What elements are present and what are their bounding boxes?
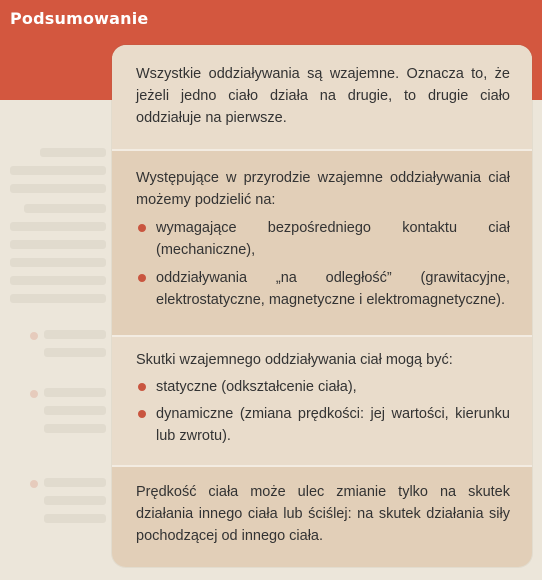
summary-text-1: Wszystkie oddziaływania są wzajemne. Oznacza to, że jeżeli jedno ciało działa na drugie, to drugie ciało oddziałuje na pierwsze. xyxy=(136,66,510,126)
list-item-text: dynamiczne (zmiana prędkości: jej wartości, kierunku lub zwrotu). xyxy=(156,406,510,444)
summary-section-4 xyxy=(112,467,532,567)
summary-section-3 xyxy=(112,337,532,465)
list-item-text: statyczne (odkształcenie ciała), xyxy=(156,379,357,395)
summary-section-1 xyxy=(112,45,532,149)
list-item xyxy=(136,217,510,261)
bullet-icon xyxy=(138,274,146,282)
page-title: Podsumowanie xyxy=(10,9,149,28)
list-item xyxy=(136,376,510,398)
summary-text-4: Prędkość ciała może ulec zmianie tylko na skutek działania innego ciała lub ściślej: na skutek działania siły pochodzącej od innego ciała. xyxy=(136,484,510,544)
list-item-text: wymagające bezpośredniego kontaktu ciał (mechaniczne), xyxy=(156,220,510,258)
summary-intro-2: Występujące w przyrodzie wzajemne oddziaływania ciał możemy podzielić na: xyxy=(136,170,510,208)
list-item xyxy=(136,267,510,311)
summary-section-2 xyxy=(112,151,532,335)
bullet-icon xyxy=(138,383,146,391)
bullet-icon xyxy=(138,224,146,232)
summary-intro-3: Skutki wzajemnego oddziaływania ciał mogą być: xyxy=(136,352,453,368)
summary-card xyxy=(112,45,532,567)
list-item-text: oddziaływania „na odległość” (grawitacyjne, elektrostatyczne, magnetyczne i elektromagnetyczne). xyxy=(156,270,510,308)
bullet-icon xyxy=(138,410,146,418)
list-item xyxy=(136,403,510,447)
